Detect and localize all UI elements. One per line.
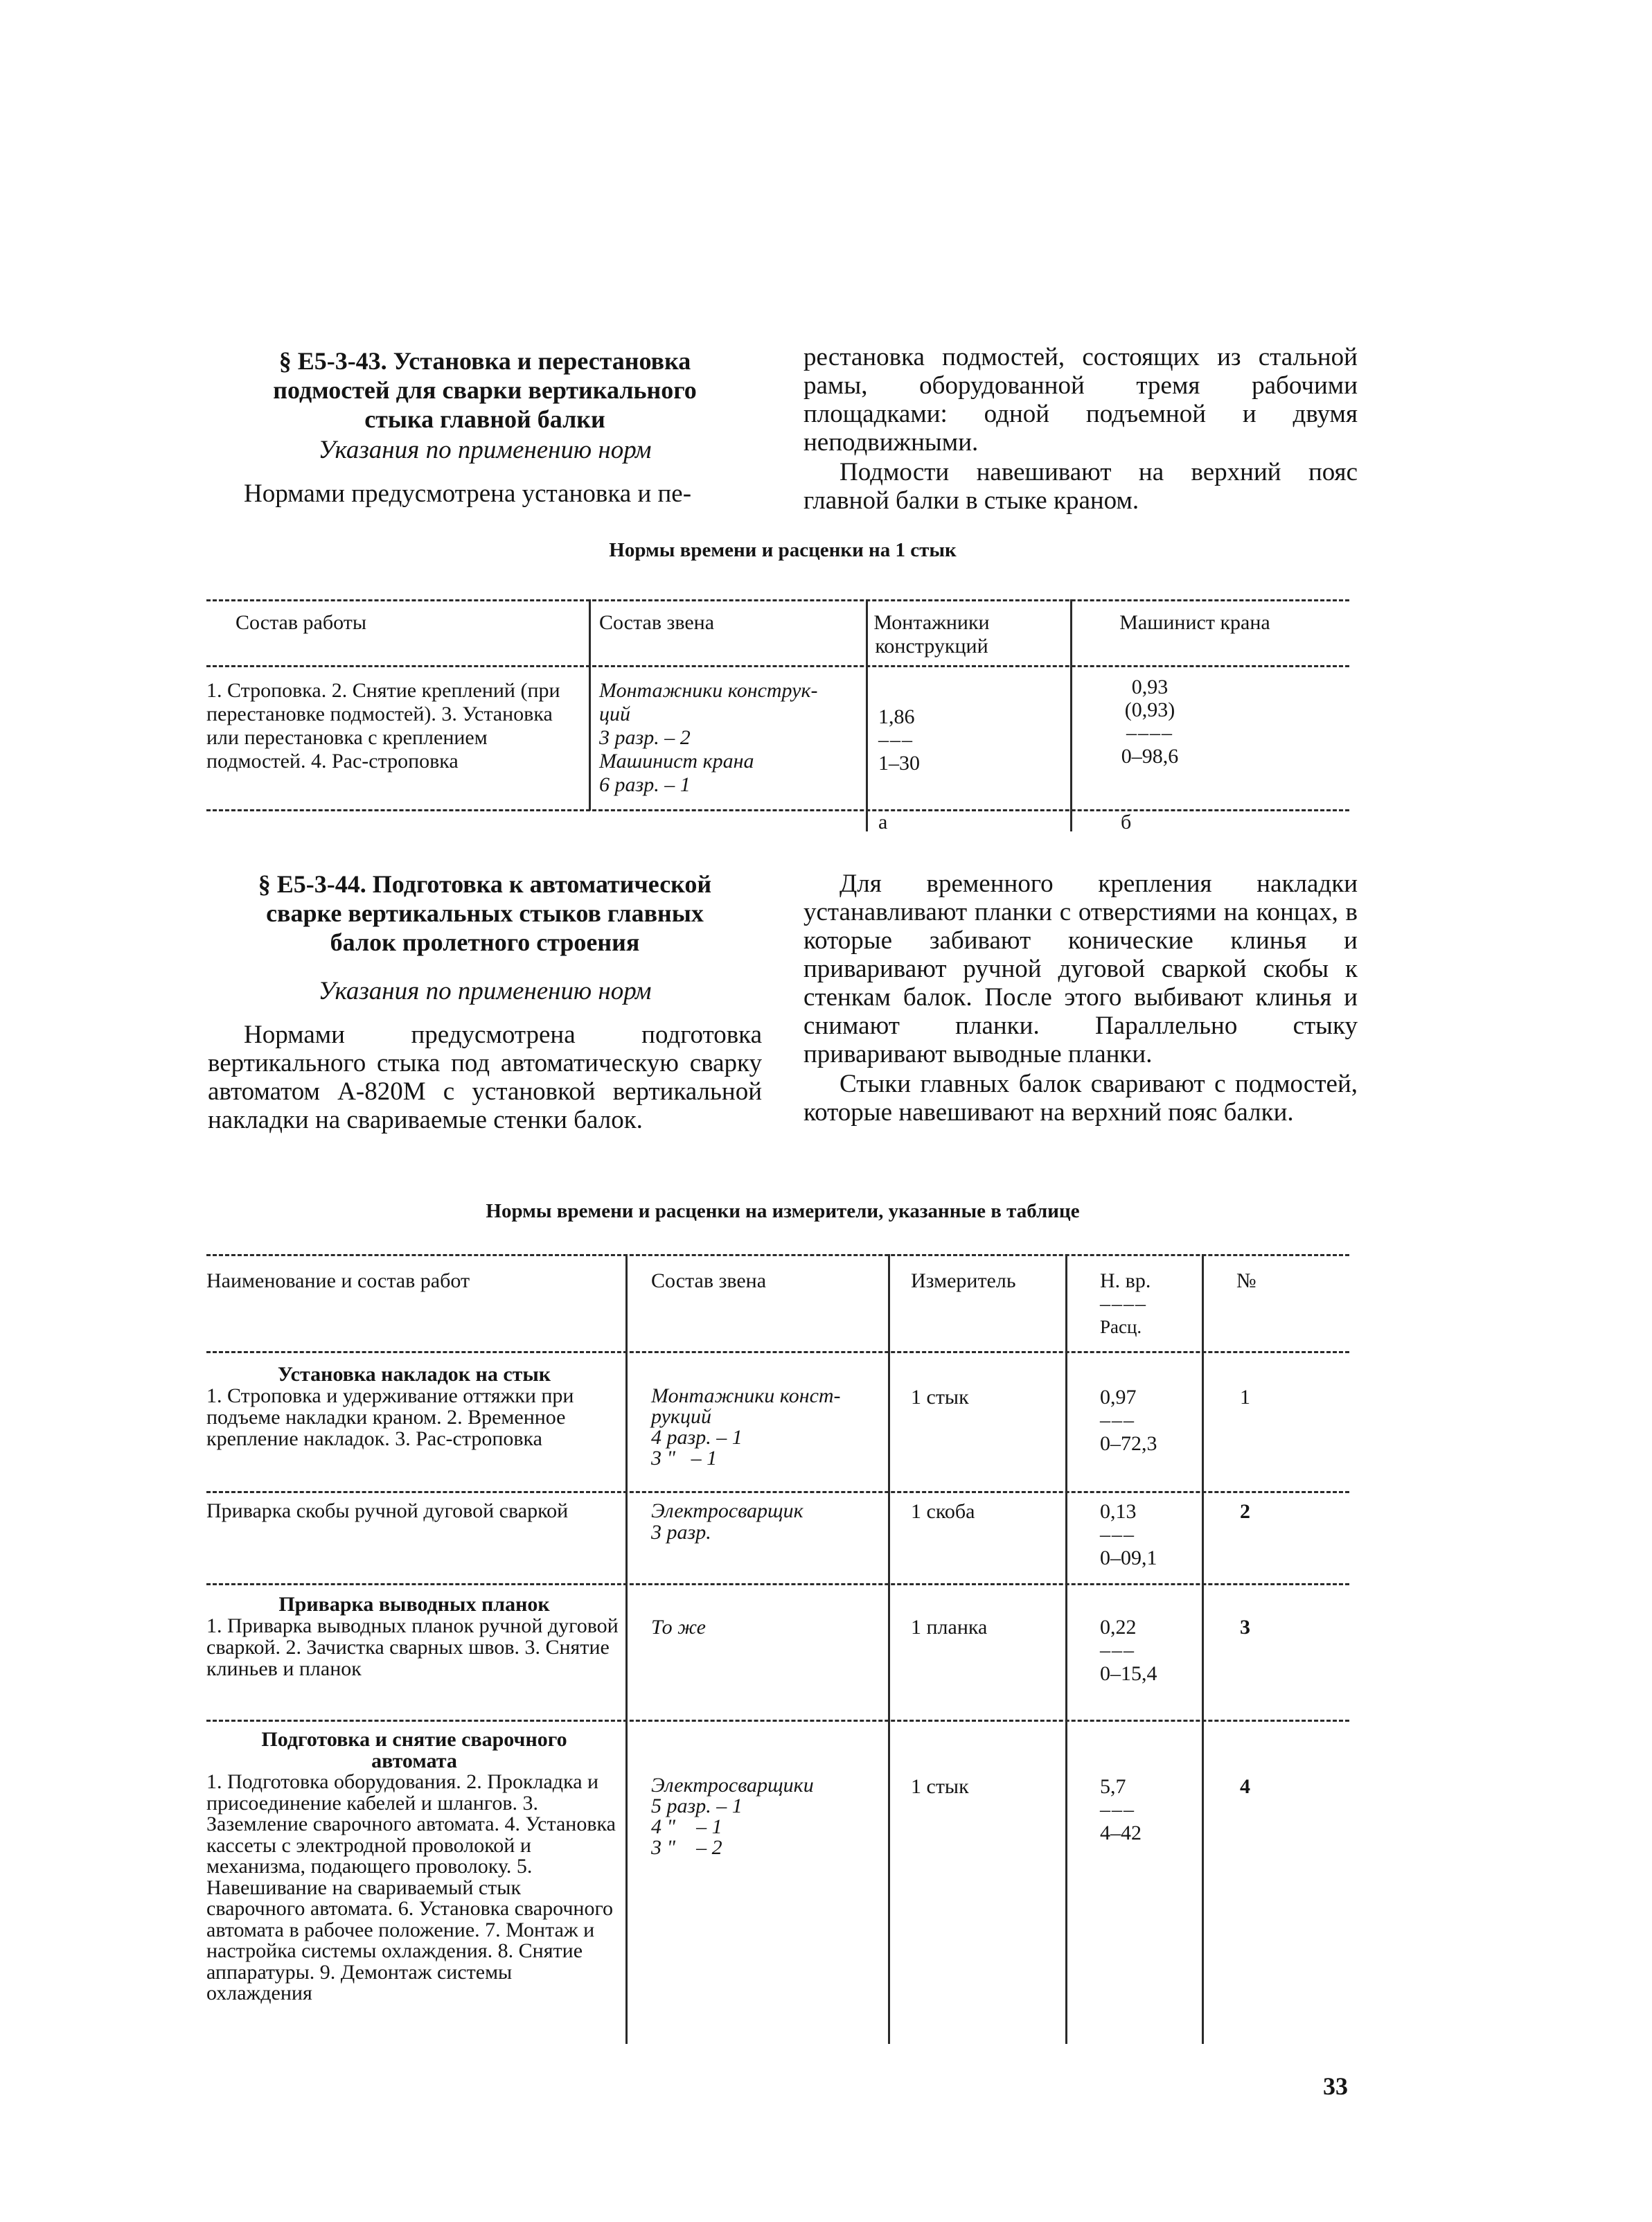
table2-row-4-number: 4 xyxy=(1240,1775,1250,1798)
s44-right-paragraph-2: Стыки главных балок сваривают с подмостей, которые навешивают на верхний пояс балки. xyxy=(803,1070,1358,1127)
table2-crew-line: Монтажники конст- xyxy=(651,1384,841,1407)
table2-rule-row-3 xyxy=(206,1720,1349,1722)
s43-left-paragraph: Нормами предусмотрена установка и пе- xyxy=(244,479,692,508)
table1-footer-b: б xyxy=(1121,811,1132,834)
table1-vline-3 xyxy=(1070,599,1072,831)
table1-vline-2 xyxy=(866,599,868,831)
s44-heading xyxy=(208,870,762,957)
table2-fraction-line: ––– xyxy=(1100,1409,1135,1431)
table2-rule-top xyxy=(206,1254,1349,1256)
table2-row-2-number: 2 xyxy=(1240,1500,1250,1523)
s44-right-column xyxy=(803,870,1358,1127)
s43-heading-line: подмостей для сварки вертикального xyxy=(273,376,697,404)
table1-rule-top xyxy=(206,599,1349,601)
table1-col-b-rate: 0–98,6 xyxy=(1121,745,1179,768)
s44-left-paragraph: Нормами предусмотрена подготовка вертикального стыка под автоматическую сварку автоматом А-820М с установкой вертикальной накладки на свариваемые стенки балок. xyxy=(208,1021,762,1134)
s43-right-paragraph-2: Подмости навешивают на верхний пояс главной балки в стыке краном. xyxy=(803,458,1358,515)
table2-header-name: Наименование и состав работ xyxy=(206,1269,470,1292)
table2-row-1-crew xyxy=(651,1386,880,1469)
table2-row-2-crew xyxy=(651,1500,880,1543)
table2-rule-row-2 xyxy=(206,1583,1349,1585)
table2-row-4-crew xyxy=(651,1775,880,1858)
table2-row-4-time-rate xyxy=(1100,1775,1197,1844)
table2-row-4-unit: 1 стык xyxy=(911,1775,969,1798)
table2-crew-line: То же xyxy=(651,1616,706,1639)
table2-row-1-name xyxy=(206,1364,622,1449)
s44-heading-line: § Е5-3-44. Подготовка к автоматической xyxy=(258,870,712,898)
table2-rate: 0–15,4 xyxy=(1100,1662,1157,1685)
table1-rule-bottom xyxy=(206,809,1349,811)
table1-col-b-fraction-line: –––– xyxy=(1126,721,1173,744)
table2-header-fraction-line: –––– xyxy=(1100,1292,1147,1315)
table2-time: 0,97 xyxy=(1100,1386,1137,1409)
table1-header-installers: Монтажники конструкций xyxy=(873,611,990,658)
table1-header-crew: Состав звена xyxy=(599,611,715,634)
table2-crew-line: Электросварщики xyxy=(651,1774,814,1797)
table1-col-a-rate: 1–30 xyxy=(878,752,920,775)
table2-row-2-name xyxy=(206,1500,622,1522)
s44-right-paragraph-1: Для временного крепления накладки устанавливают планки с отверстиями на концах, в которые забивают конические клинья и приваривают ручной дуговой сваркой скобы к стенкам балок. После этого выбивают клинья и снимают планки. Параллельно стыку приваривают выводные планки. xyxy=(803,870,1358,1068)
s43-subheading: Указания по применению норм xyxy=(318,436,652,464)
table2-crew-line: 4 " – 1 xyxy=(651,1815,722,1838)
s44-heading-line: балок пролетного строения xyxy=(330,928,640,956)
table1-crew-line: Машинист крана xyxy=(599,750,754,773)
table1-vline-1 xyxy=(589,599,591,811)
table2-row-3-unit: 1 планка xyxy=(911,1616,988,1639)
table2-row-4-name xyxy=(206,1729,622,2004)
table1-crew-line: 6 разр. – 1 xyxy=(599,773,691,796)
table1-rule-header xyxy=(206,665,1349,667)
table2-row-1-time-rate xyxy=(1100,1386,1197,1455)
s44-left-column xyxy=(208,870,762,1134)
s43-right-column xyxy=(803,343,1358,515)
s44-heading-line: сварке вертикальных стыков главных xyxy=(266,899,704,927)
table2-time: 0,13 xyxy=(1100,1500,1137,1523)
table2-crew-line: 3 " – 1 xyxy=(651,1447,718,1470)
table2-row-2-unit: 1 скоба xyxy=(911,1500,975,1523)
table2-vline-1 xyxy=(625,1254,628,2044)
table2-row-3-name xyxy=(206,1594,622,1679)
table2-fraction-line: ––– xyxy=(1100,1639,1135,1661)
table2-header-rate: Расц. xyxy=(1100,1316,1142,1337)
table2-time: 5,7 xyxy=(1100,1775,1126,1798)
table2-row-1-number: 1 xyxy=(1240,1386,1250,1409)
table1-header-crane: Машинист крана xyxy=(1119,611,1270,634)
table2-row-3-crew xyxy=(651,1616,880,1639)
s43-heading-line: § Е5-3-43. Установка и перестановка xyxy=(278,347,691,375)
table2-caption: Нормы времени и расценки на измерители, указанные в таблице xyxy=(486,1200,1080,1222)
table2-crew-line: рукций xyxy=(651,1405,711,1428)
table2-crew-line: 4 разр. – 1 xyxy=(651,1426,743,1449)
s44-subheading: Указания по применению норм xyxy=(318,977,652,1005)
table1-header-work: Состав работы xyxy=(236,611,366,634)
table2-crew-line: Электросварщик xyxy=(651,1499,803,1522)
table2-crew-line: 5 разр. – 1 xyxy=(651,1795,743,1817)
table2-rate: 0–09,1 xyxy=(1100,1546,1157,1569)
table1-col-a-fraction-line: ––– xyxy=(878,728,914,751)
table2-rate: 4–42 xyxy=(1100,1822,1142,1844)
table1-col-a-values xyxy=(878,705,975,775)
table1-col-b-time: 0,93 xyxy=(1131,676,1169,698)
table2-row-description: 1. Строповка и удерживание оттяжки при подъеме накладки краном. 2. Временное крепление накладок. 3. Рас-строповка xyxy=(206,1384,574,1450)
s43-heading xyxy=(208,346,762,434)
table2-crew-line: 3 " – 2 xyxy=(651,1836,722,1859)
table2-row-title: Приварка выводных планок xyxy=(278,1593,550,1616)
table2-row-1-unit: 1 стык xyxy=(911,1386,969,1409)
table2-header-number: № xyxy=(1236,1269,1256,1292)
table1-crew-line: ций xyxy=(599,703,630,725)
table1-work-description: 1. Строповка. 2. Снятие креплений (при перестановке подмостей). 3. Установка или перестановка с креплением подмостей. 4. Рас-строповка xyxy=(206,679,560,773)
table2-row-description: 1. Подготовка оборудования. 2. Прокладка и присоединение кабелей и шлангов. 3. Заземление сварочного автомата. 4. Установка кассеты с электродной проволокой и механизма, подающего проволоку. 5. Навешивание на свариваемый стык сварочного автомата. 6. Установка сварочного автомата в рабочее положение. 7. Монтаж и настройка системы охлаждения. 8. Снятие аппаратуры. 9. Демонтаж системы охлаждения xyxy=(206,1770,616,2004)
table2-crew-line: 3 разр. xyxy=(651,1521,711,1544)
table2-header-unit: Измеритель xyxy=(911,1269,1016,1292)
table2-vline-2 xyxy=(888,1254,890,2044)
table2-time: 0,22 xyxy=(1100,1616,1137,1639)
table2-rule-row-1 xyxy=(206,1491,1349,1493)
table2-row-2-time-rate xyxy=(1100,1500,1197,1569)
table2-row-3-number: 3 xyxy=(1240,1616,1250,1639)
table2-row-title: Установка накладок на стык xyxy=(277,1363,551,1386)
table1-col-a-time: 1,86 xyxy=(878,705,915,728)
s43-right-paragraph-1: рестановка подмостей, состоящих из стальной рамы, оборудованной тремя рабочими площадками: одной подъемной и двумя неподвижными. xyxy=(803,343,1358,457)
table1-col-b-time-alt: (0,93) xyxy=(1124,698,1175,721)
table2-fraction-line: ––– xyxy=(1100,1798,1135,1821)
table2-row-description: Приварка скобы ручной дуговой сваркой xyxy=(206,1499,569,1522)
table2-vline-3 xyxy=(1065,1254,1067,2044)
table2-fraction-line: ––– xyxy=(1100,1523,1135,1546)
table1-caption: Нормы времени и расценки на 1 стык xyxy=(609,539,957,561)
table2-rate: 0–72,3 xyxy=(1100,1432,1157,1455)
table2-vline-4 xyxy=(1202,1254,1204,2044)
table1-col-b-values xyxy=(1094,676,1205,768)
table2-header-time-rate xyxy=(1100,1269,1197,1339)
table1-crew-line: Монтажники конструк- xyxy=(599,679,818,702)
table2-header-time: Н. вр. xyxy=(1100,1269,1151,1292)
table1-crew-line: 3 разр. – 2 xyxy=(599,726,691,749)
table2-row-description: 1. Приварка выводных планок ручной дуговой сваркой. 2. Зачистка сварных швов. 3. Снятие клиньев и планок xyxy=(206,1614,619,1680)
s43-left-column xyxy=(208,346,762,508)
table1-crew-list xyxy=(599,679,862,797)
s43-heading-line: стыка главной балки xyxy=(364,405,605,433)
table2-header-crew: Состав звена xyxy=(651,1269,767,1292)
table2-row-3-time-rate xyxy=(1100,1616,1197,1685)
table2-rule-header xyxy=(206,1351,1349,1353)
table2-row-title: Подготовка и снятие сварочного автомата xyxy=(261,1728,567,1772)
page-number: 33 xyxy=(1323,2072,1348,2100)
table1-footer-a: а xyxy=(878,811,888,834)
